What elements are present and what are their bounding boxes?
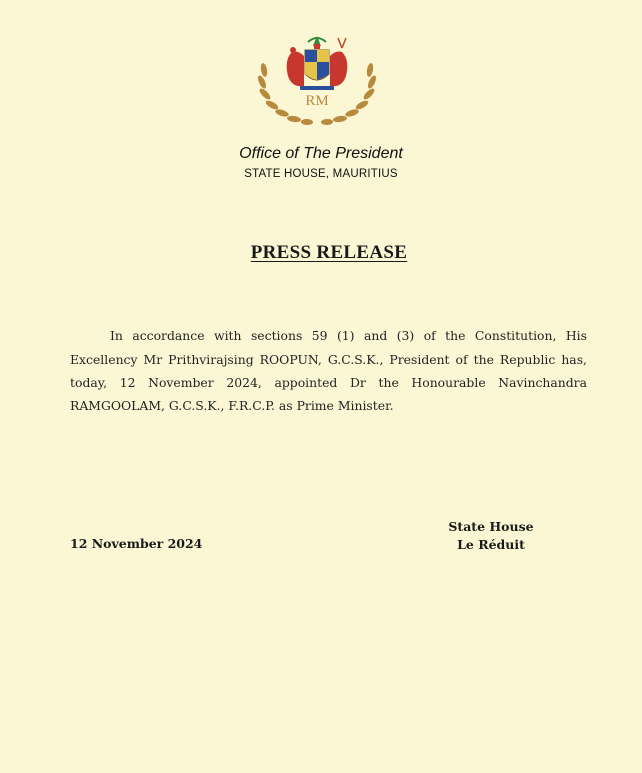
- office-title: Office of The President: [239, 145, 403, 162]
- coat-of-arms-emblem: [252, 32, 382, 132]
- emblem-initials: RM: [305, 93, 329, 109]
- release-place: [428, 518, 554, 554]
- press-release-body: In accordance with sections 59 (1) and (3) of the Constitution, His Excellency Mr Prithvirajsing ROOPUN, G.C.S.K., President of the Republic has, today, 12 November 2024, appointed Dr the Honourable Navinchandra RAMGOOLAM, G.C.S.K., F.R.C.P. as Prime Minister.: [70, 328, 587, 414]
- release-date: 12 November 2024: [70, 536, 203, 551]
- office-subtitle: STATE HOUSE, MAURITIUS: [244, 168, 398, 180]
- place-line-1: State House: [448, 519, 534, 534]
- place-line-2: Le Réduit: [457, 537, 525, 552]
- press-release-heading: PRESS RELEASE: [250, 242, 408, 263]
